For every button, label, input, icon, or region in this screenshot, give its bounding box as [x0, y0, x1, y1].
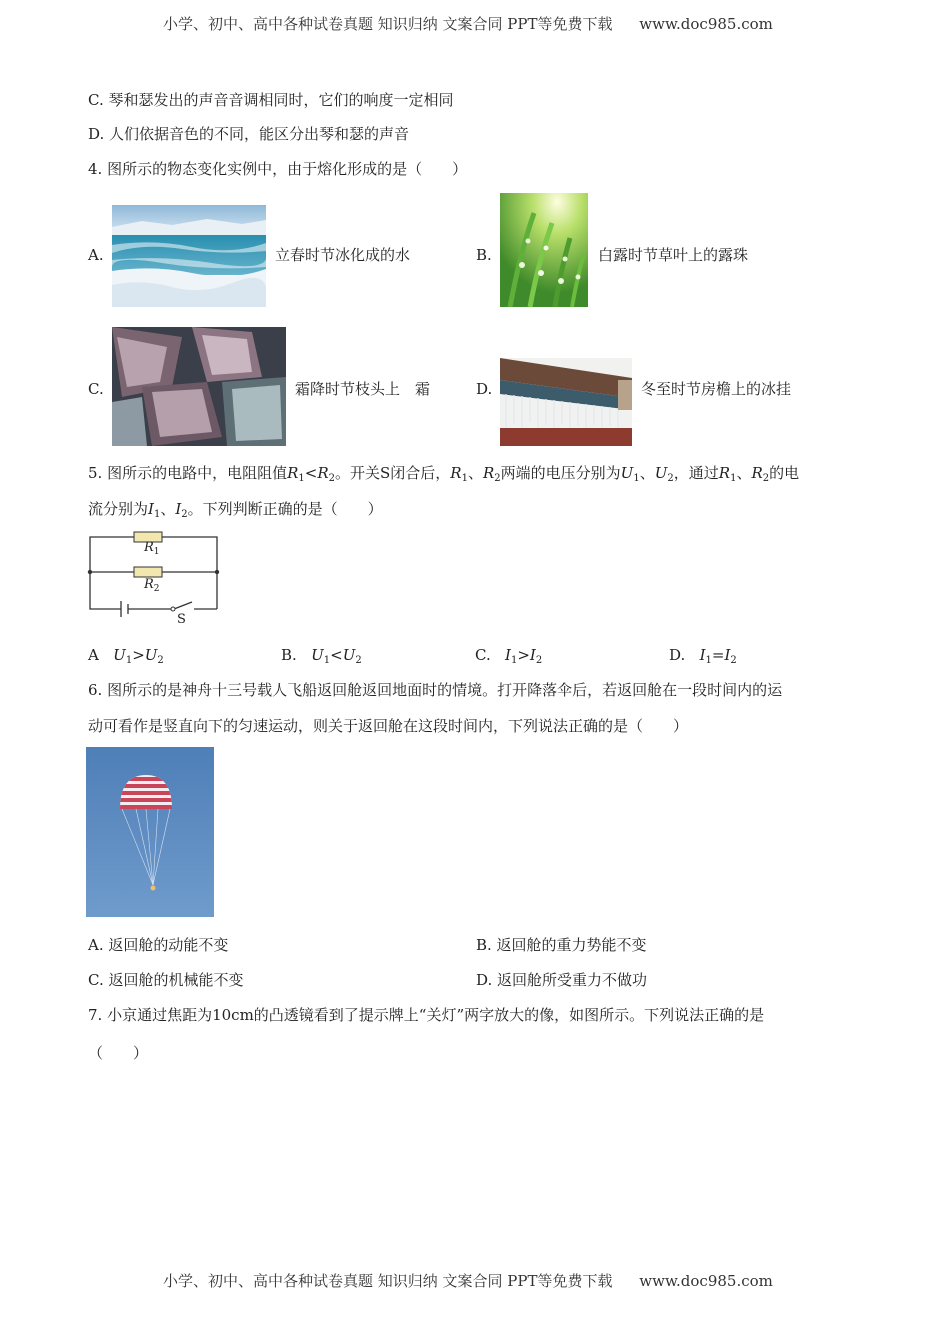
q4-photo-icicles-eaves: [500, 358, 632, 446]
q5-option-a: A $U_1>U_2$: [88, 646, 164, 666]
q7-stem-line2: （ ）: [88, 1044, 149, 1062]
q6-stem-line1: 6. 图所示的是神舟十三号载人飞船返回舱返回地面时的情境。打开降落伞后，若返回舱在一段时间内的运: [88, 681, 783, 699]
q5-option-b: B. $U_1<U_2$: [281, 646, 362, 666]
page-footer: [163, 1270, 773, 1291]
q4-option-d-letter: D.: [476, 380, 493, 398]
page-header: [163, 13, 773, 34]
q5-stem-line2: 流分别为$I_1$、$I_2$。下列判断正确的是（ ）: [88, 500, 383, 520]
q4-photo-dew-grass: [500, 193, 588, 307]
q5-circuit-label-r2: $R_2$: [144, 577, 160, 594]
q6-option-b: B. 返回舱的重力势能不变: [476, 936, 647, 954]
q4-option-c-letter: C.: [88, 380, 104, 398]
q5-circuit-diagram: [84, 528, 224, 632]
header-text: 小学、初中、高中各种试卷真题 知识归纳 文案合同 PPT等免费下载: [163, 15, 613, 33]
q6-stem-line2: 动可看作是竖直向下的匀速运动，则关于返回舱在这段时间内，下列说法正确的是（ ）: [88, 717, 689, 735]
q6-option-a: A. 返回舱的动能不变: [88, 936, 229, 954]
footer-text: 小学、初中、高中各种试卷真题 知识归纳 文案合同 PPT等免费下载: [163, 1272, 613, 1290]
q4-photo-frost-leaves: [112, 327, 286, 446]
q4-photo-ice-melting: [112, 205, 266, 307]
q5-stem-line1: 5. 图所示的电路中，电阻阻值$R_1<R_2$。开关S闭合后，$R_1$、$R_2$两端的电压分别为$U_1$、$U_2$，通过$R_1$、$R_2$的电: [88, 464, 800, 484]
q5-option-c: C. $I_1>I_2$: [475, 646, 543, 666]
q3-option-c: C. 琴和瑟发出的声音音调相同时，它们的响度一定相同: [88, 91, 454, 109]
q5-circuit-label-r1: $R_1$: [144, 540, 160, 557]
q3-option-d: D. 人们依据音色的不同，能区分出琴和瑟的声音: [88, 125, 410, 143]
q4-option-d-caption: 冬至时节房檐上的冰挂: [641, 380, 792, 398]
q4-option-a-caption: 立春时节冰化成的水: [275, 246, 411, 264]
footer-site: www.doc985.com: [639, 1272, 773, 1290]
q6-photo-parachute-capsule: [86, 747, 214, 917]
q6-option-d: D. 返回舱所受重力不做功: [476, 971, 648, 989]
q6-option-c: C. 返回舱的机械能不变: [88, 971, 244, 989]
q4-option-a-letter: A.: [88, 246, 104, 264]
q5-circuit-label-s: S: [177, 612, 186, 627]
q4-stem: 4. 图所示的物态变化实例中，由于熔化形成的是（ ）: [88, 160, 468, 178]
q7-stem-line1: 7. 小京通过焦距为10cm的凸透镜看到了提示牌上“关灯”两字放大的像，如图所示。下列说法正确的是: [88, 1006, 765, 1024]
header-site: www.doc985.com: [639, 15, 773, 33]
q4-option-b-letter: B.: [476, 246, 492, 264]
q4-option-c-caption: 霜降时节枝头上 霜: [295, 380, 431, 398]
q4-option-b-caption: 白露时节草叶上的露珠: [598, 246, 749, 264]
q5-option-d: D. $I_1=I_2$: [669, 646, 737, 666]
